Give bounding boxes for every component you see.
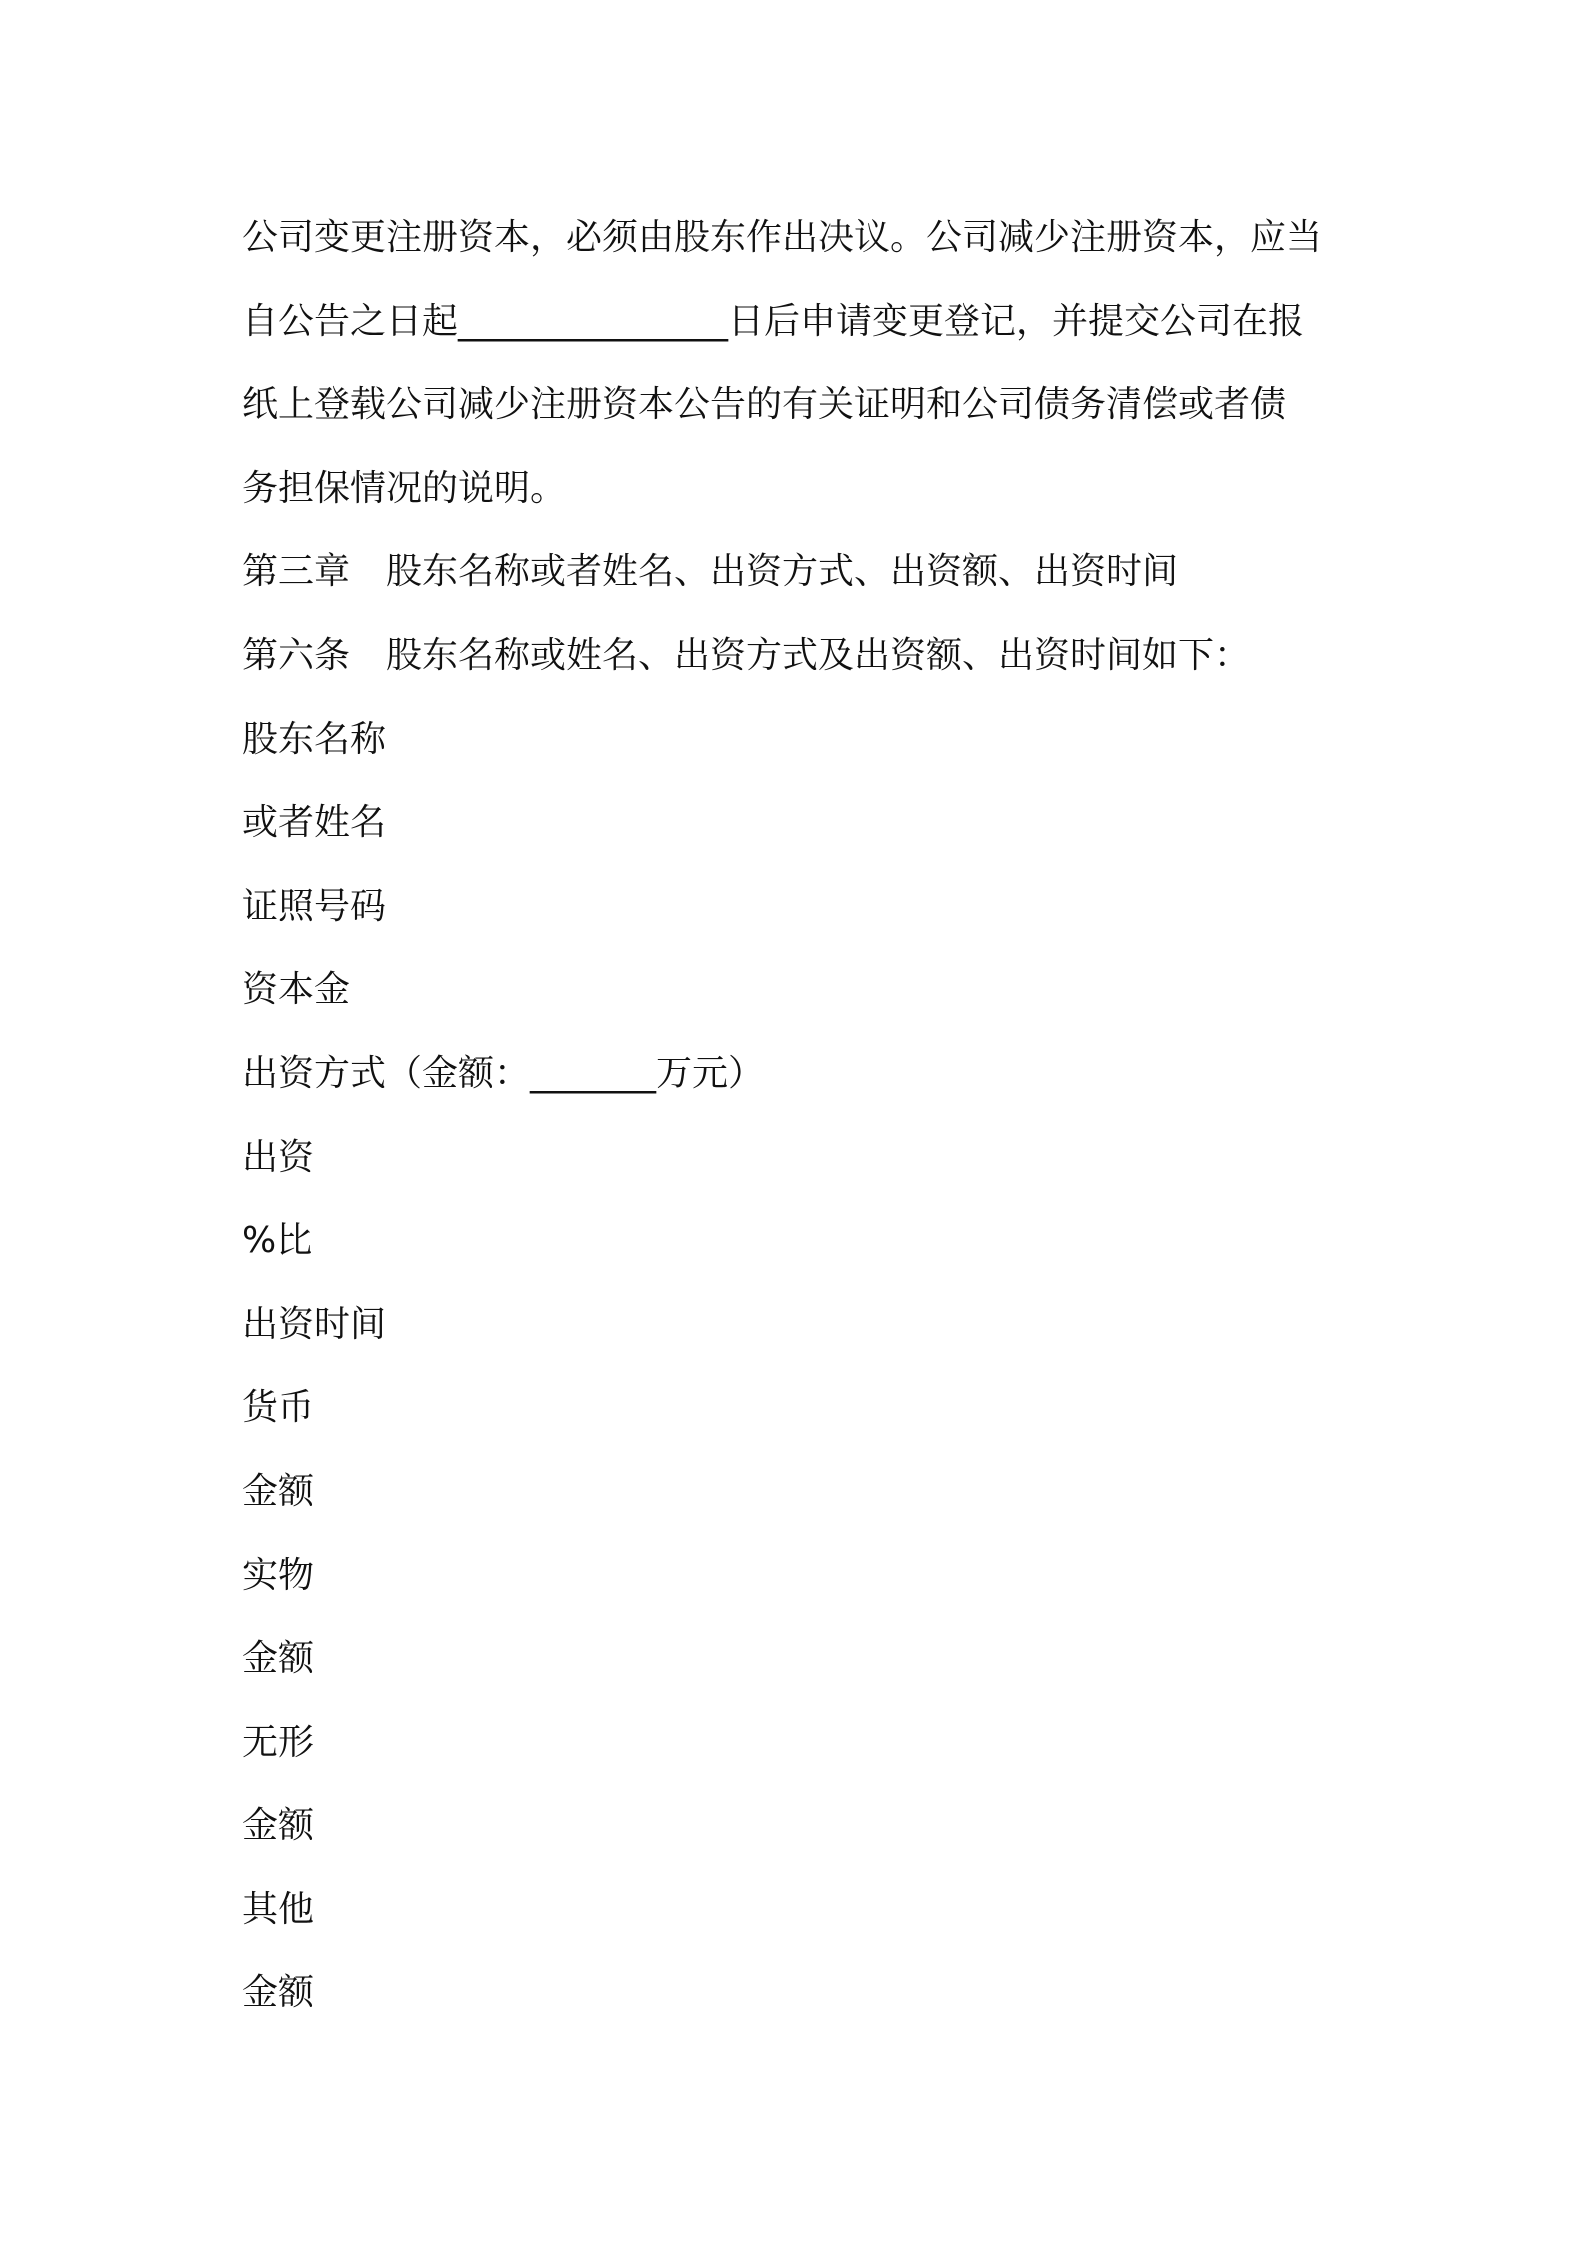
field-list	[242, 698, 1352, 2036]
field-label: 金额	[242, 1638, 315, 1680]
field-label: 出资	[242, 1136, 315, 1178]
field-label: 货币	[242, 1387, 315, 1429]
field-label: 股东名称	[242, 718, 387, 760]
field-label: 或者姓名	[242, 802, 387, 844]
field-label: %比	[242, 1220, 313, 1262]
field-label: 无形	[242, 1721, 315, 1763]
field-label: 证照号码	[242, 885, 387, 927]
field-label: 金额	[242, 1972, 315, 2014]
chapter-number: 第三章	[242, 551, 351, 593]
paragraph-line: 公司变更注册资本，必须由股东作出决议。公司减少注册资本，应当	[242, 217, 1323, 258]
chapter-heading	[242, 530, 1352, 614]
paragraph-line: 纸上登载公司减少注册资本公告的有关证明和公司债务清偿或者债	[242, 384, 1287, 426]
article-number: 第六条	[242, 634, 351, 676]
paragraph-line: 务担保情况的说明。	[242, 467, 567, 509]
field-label: 出资方式（金额：_______万元）	[242, 1052, 765, 1094]
paragraph-capital-change	[242, 196, 1352, 530]
field-label: 金额	[242, 1470, 315, 1512]
field-label: 出资时间	[242, 1303, 387, 1345]
field-label: 实物	[242, 1554, 315, 1596]
field-label: 资本金	[242, 969, 351, 1011]
document-body	[242, 196, 1352, 2035]
article-heading	[242, 614, 1352, 698]
chapter-title: 股东名称或者姓名、出资方式、出资额、出资时间	[386, 551, 1179, 593]
paragraph-line: 自公告之日起_______________日后申请变更登记，并提交公司在报	[242, 300, 1305, 342]
article-text: 股东名称或姓名、出资方式及出资额、出资时间如下：	[386, 634, 1251, 676]
field-label: 其他	[242, 1888, 315, 1930]
field-label: 金额	[242, 1805, 315, 1847]
